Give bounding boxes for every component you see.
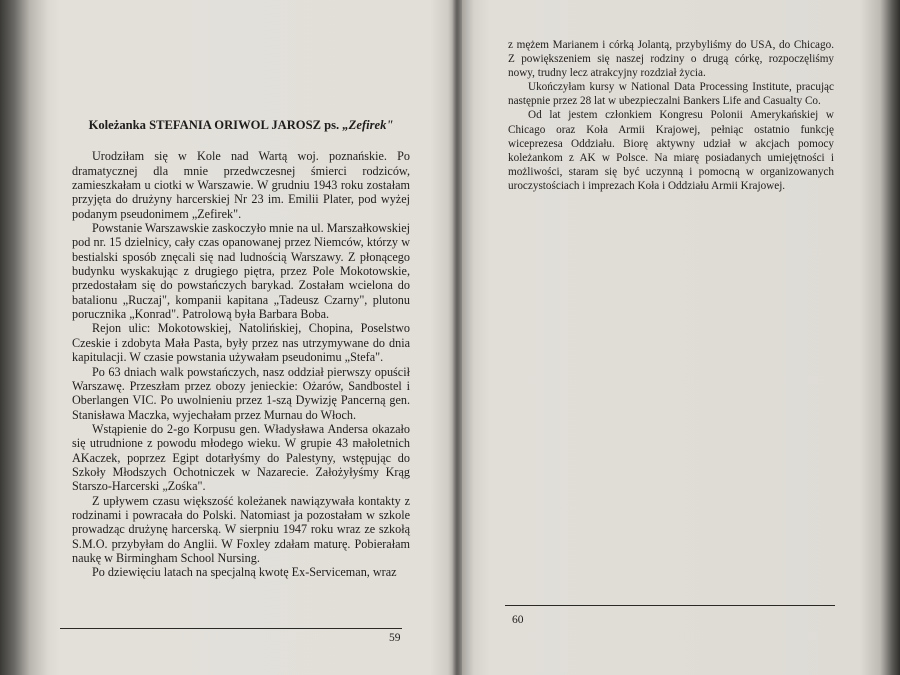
footer-rule-left [60,628,402,629]
paragraph: Ukończyłam kursy w National Data Processing Institute, pracując następnie przez 28 lat w ubezpieczalni Bankers Life and Casualty Co. [508,81,834,108]
left-page-text [72,118,410,580]
heading-name: Koleżanka STEFANIA ORIWOL JAROSZ ps. [88,118,343,132]
paragraph: Z upływem czasu większość koleżanek nawiązywała kontakty z rodzinami i powracała do Polski. Natomiast ja pozostałam w szkole prowadząc drużynę harcerską. W sierpniu 1947 roku wraz ze szkołą S.M.O. przybyłam do Anglii. W Foxley zdałam maturę. Pobierałam naukę w Birmingham School Nursing. [72,493,410,565]
paragraph: Wstąpienie do 2-go Korpusu gen. Władysława Andersa okazało się utrudnione z powodu młodego wieku. W grupie 43 małoletnich AKaczek, poprzez Egipt dotarłyśmy do Palestyny, wstępując do Szkoły Młodszych Ochotniczek w Nazarecie. Założyłyśmy Krąg Starszo-Harcerski „Zośka". [72,421,410,494]
article-heading [72,118,410,132]
page-number-left: 59 [389,632,401,644]
paragraph: Od lat jestem członkiem Kongresu Polonii Amerykańskiej w Chicago oraz Koła Armii Krajowej, pełniąc ostatnio funkcję wiceprezesa Oddziału. Biorę aktywny udział w akcjach pomocy koleżankom z AK w Polsce. Na miarę posiadanych umiejętności i możliwości, staram się być uczynną i pomocną w organizowanych uroczystościach i imprezach Koła i Oddziału Armii Krajowej. [508,109,834,192]
heading-alias: „Zefirek" [342,118,394,132]
paragraph: z mężem Marianem i córką Jolantą, przybyliśmy do USA, do Chicago. Z powiększeniem się naszej rodziny o drugą córkę, rozpoczęliśmy nowy, trudny lecz atrakcyjny rozdział życia. [508,39,834,80]
paragraph: Po dziewięciu latach na specjalną kwotę Ex-Serviceman, wraz [92,565,397,580]
paragraph: Po 63 dniach walk powstańczych, nasz oddział pierwszy opuścił Warszawę. Przeszłam przez obozy jenieckie: Ożarów, Sandbostel i Oberlangen VIC. Po uwolnieniu przez 1-szą Dywizję Pancerną gen. Stanisława Maczka, wyjechałam przez Murnau do Włoch. [72,364,410,422]
page-number-right: 60 [512,614,524,626]
book-spine [452,0,462,675]
footer-rule-right [505,605,835,606]
right-page-text [508,38,834,193]
paragraph: Rejon ulic: Mokotowskiej, Natolińskiej, Chopina, Poselstwo Czeskie i zdobyta Mała Pasta, były przez nas utrzymywane do dnia kapitulacji. W czasie powstania używałam pseudonimu „Stefa". [72,321,410,365]
paragraph: Powstanie Warszawskie zaskoczyło mnie na ul. Marszałkowskiej pod nr. 15 dzielnicy, cały czas opanowanej przez Niemców, którzy w bestialski sposób znęcali się nad ludnością Warszawy. Z płonącego budynku wyskakując z drugiego piętra, przez Pole Mokotowskie, przedostałam się do powstańczych barykad. Zostałam wcielona do batalionu „Ruczaj", kompanii kapitana „Tadeusz Czarny", plutonu porucznika „Konrad". Patrolową była Barbara Boba. [72,221,410,322]
paragraph: Urodziłam się w Kole nad Wartą woj. poznańskie. Po dramatycznej dla mnie przedwczesnej śmierci rodziców, zamieszkałam u ciotki w Warszawie. W grudniu 1943 roku zostałam przyjęta do drużyny harcerskiej Nr 23 im. Emilii Plater, pod wyżej podanym pseudonimem „Zefirek". [72,149,410,221]
